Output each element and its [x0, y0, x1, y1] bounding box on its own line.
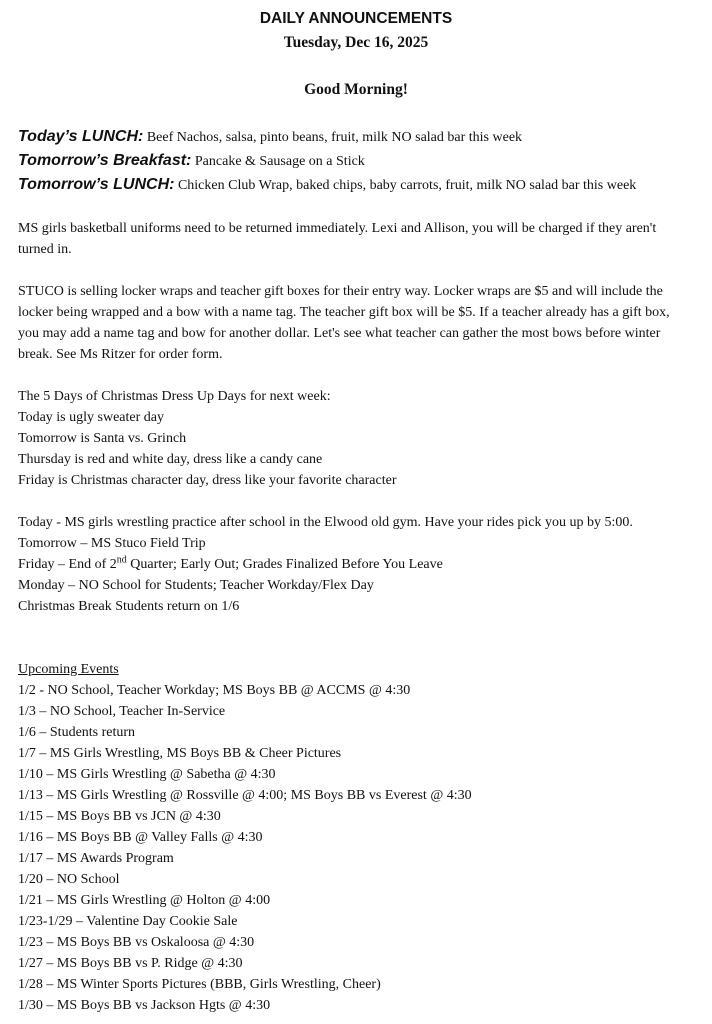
greeting: Good Morning! [304, 81, 408, 98]
event-item: 1/23-1/29 – Valentine Day Cookie Sale [18, 914, 238, 929]
ordinal-suffix: nd [116, 554, 127, 566]
meal-label: Today’s LUNCH: [18, 128, 144, 145]
document-title: DAILY ANNOUNCEMENTS [259, 10, 453, 27]
dress-up-day: Thursday is red and white day, dress like a candy cane [18, 452, 323, 467]
meal-text: Pancake & Sausage on a Stick [191, 154, 365, 169]
dress-up-day: Tomorrow is Santa vs. Grinch [18, 431, 187, 446]
event-item: 1/21 – MS Girls Wrestling @ Holton @ 4:00 [18, 893, 271, 908]
event-item: 1/17 – MS Awards Program [18, 851, 174, 866]
event-item: 1/20 – NO School [18, 872, 120, 887]
schedule-friday [18, 554, 694, 575]
document-date: Tuesday, Dec 16, 2025 [283, 34, 429, 51]
event-item: 1/15 – MS Boys BB vs JCN @ 4:30 [18, 809, 221, 824]
event-item: 1/23 – MS Boys BB vs Oskaloosa @ 4:30 [18, 935, 255, 950]
dress-up-day: Today is ugly sweater day [18, 410, 164, 425]
event-item: 1/10 – MS Girls Wrestling @ Sabetha @ 4:30 [18, 767, 276, 782]
event-item: 1/27 – MS Boys BB vs P. Ridge @ 4:30 [18, 956, 243, 971]
meal-text: Chicken Club Wrap, baked chips, baby carrots, fruit, milk NO salad bar this week [174, 178, 637, 193]
upcoming-events [18, 659, 694, 1016]
dress-up-day: Friday is Christmas character day, dress like your favorite character [18, 473, 397, 488]
meal-label: Tomorrow’s LUNCH: [18, 176, 175, 193]
schedule-friday-pre: Friday – End of 2 [18, 557, 117, 572]
event-item: 1/13 – MS Girls Wrestling @ Rossville @ 4:00; MS Boys BB vs Everest @ 4:30 [18, 788, 472, 803]
schedule-today: Today - MS girls wrestling practice after school in the Elwood old gym. Have your rides pick you up by 5:00. [18, 515, 633, 530]
meal-text: Beef Nachos, salsa, pinto beans, fruit, milk NO salad bar this week [143, 130, 523, 145]
meal-menu [18, 125, 694, 197]
upcoming-events-title: Upcoming Events [18, 662, 119, 677]
basketball-announcement: MS girls basketball uniforms need to be returned immediately. Lexi and Allison, you will be charged if they aren't turned in. [18, 221, 657, 257]
schedule-break: Christmas Break Students return on 1/6 [18, 599, 240, 614]
schedule-tomorrow: Tomorrow – MS Stuco Field Trip [18, 536, 206, 551]
dress-up-title: The 5 Days of Christmas Dress Up Days for next week: [18, 389, 331, 404]
event-item: 1/6 – Students return [18, 725, 136, 740]
meal-tomorrow-lunch [18, 173, 694, 197]
meal-today-lunch [18, 125, 694, 149]
schedule-friday-post: Quarter; Early Out; Grades Finalized Before You Leave [126, 557, 443, 572]
dress-up-days [18, 386, 694, 491]
event-item: 1/2 - NO School, Teacher Workday; MS Boys BB @ ACCMS @ 4:30 [18, 683, 411, 698]
weekly-schedule [18, 512, 694, 617]
event-item: 1/7 – MS Girls Wrestling, MS Boys BB & Cheer Pictures [18, 746, 342, 761]
meal-label: Tomorrow’s Breakfast: [18, 152, 192, 169]
event-item: 1/30 – MS Boys BB vs Jackson Hgts @ 4:30 [18, 998, 271, 1013]
event-item: 1/16 – MS Boys BB @ Valley Falls @ 4:30 [18, 830, 263, 845]
meal-tomorrow-breakfast [18, 149, 694, 173]
stuco-announcement: STUCO is selling locker wraps and teacher gift boxes for their entry way. Locker wraps are $5 and will include the locker being wrapped and a bow with a name tag. The teacher gift box will be $5. If a teacher already has a gift box, you may add a name tag and bow for another dollar. Let's see what teacher can gather the most bows before winter break. See Ms Ritzer for order form. [18, 284, 670, 362]
event-item: 1/3 – NO School, Teacher In-Service [18, 704, 226, 719]
schedule-monday: Monday – NO School for Students; Teacher Workday/Flex Day [18, 578, 374, 593]
event-item: 1/28 – MS Winter Sports Pictures (BBB, Girls Wrestling, Cheer) [18, 977, 381, 992]
